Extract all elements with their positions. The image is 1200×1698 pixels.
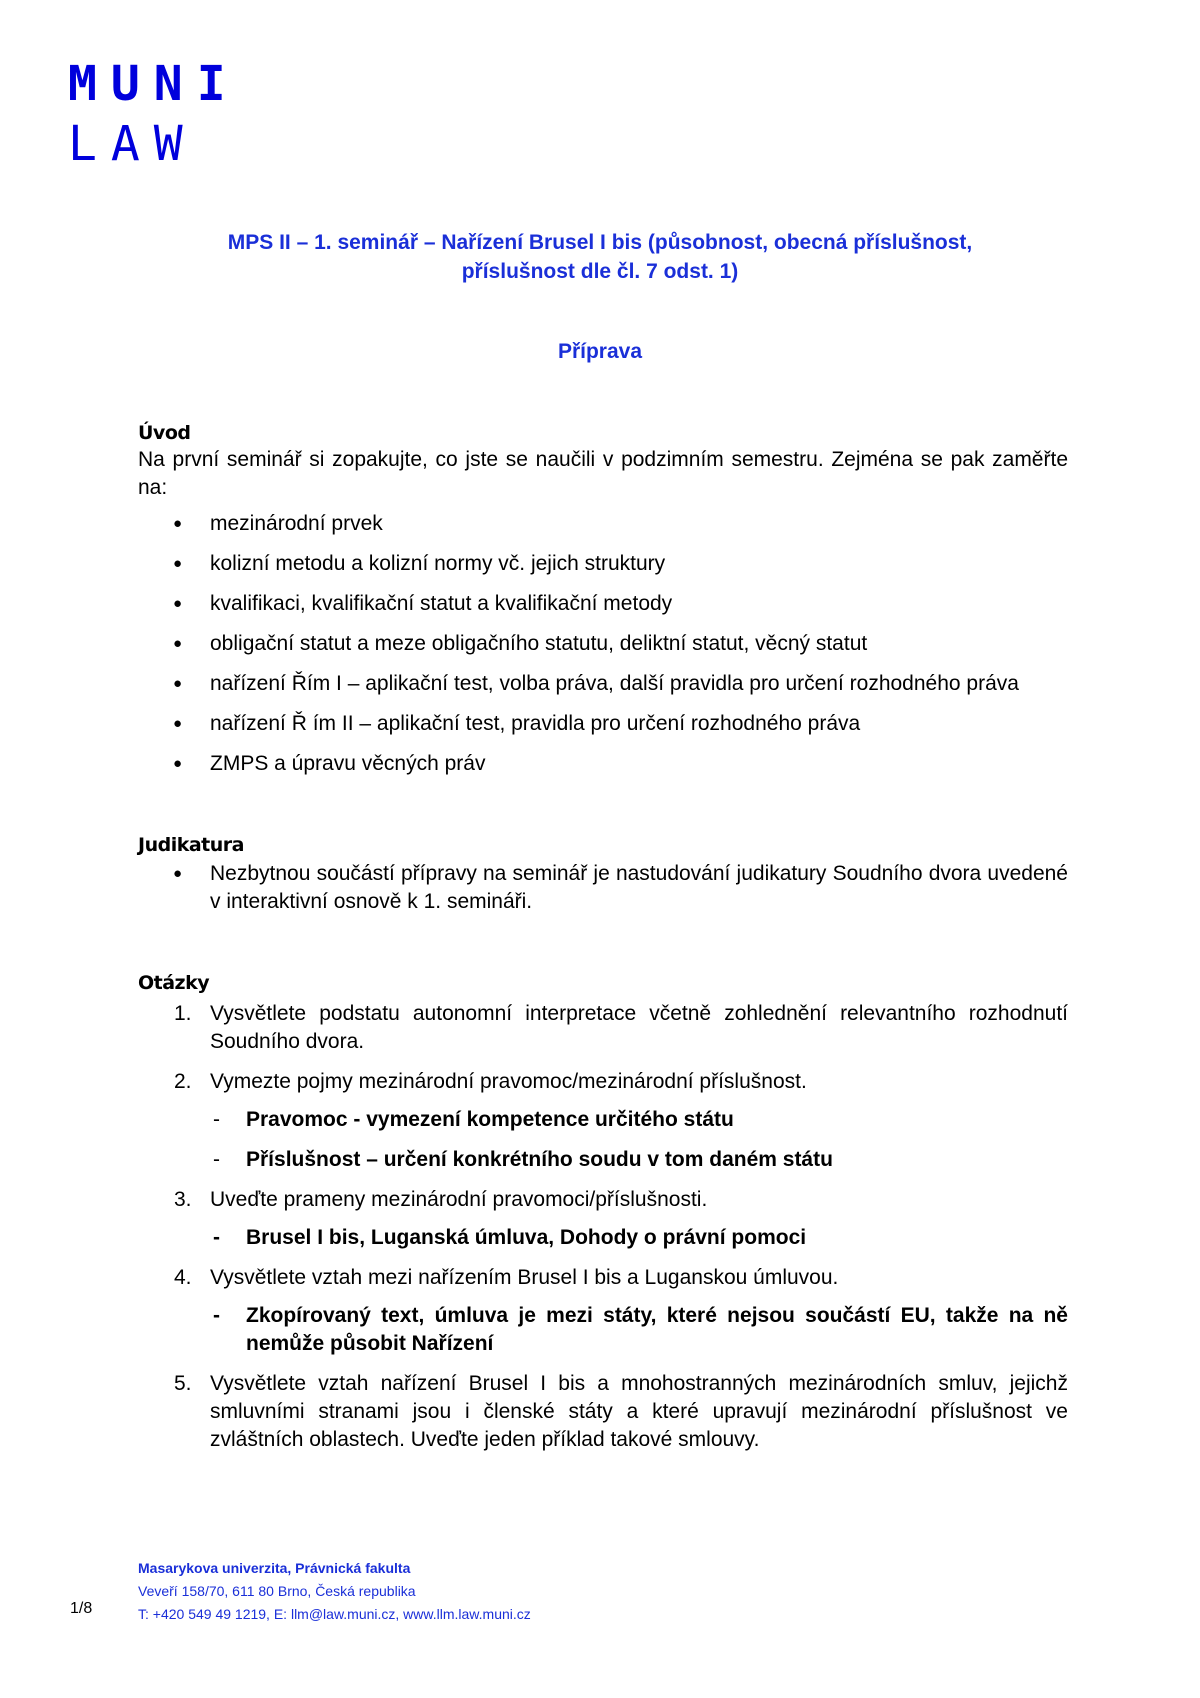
- list-item: ● kvalifikaci, kvalifikační statut a kvalifikační metody: [138, 590, 1068, 618]
- question-text: Vysvětlete vztah nařízení Brusel I bis a mnohostranných mezinárodních smluv, jejichž smluvními stranami jsou i členské státy a které upravují mezinárodní příslušnost ve zvláštních oblastech. Uveďte jeden příklad takové smlouvy.: [210, 1372, 1068, 1451]
- question-item: [138, 1186, 1068, 1252]
- question-number: 4.: [174, 1266, 192, 1289]
- logo-muni: MUNI: [68, 56, 240, 112]
- document-body: [138, 420, 1068, 1466]
- question-item: [138, 1264, 1068, 1358]
- answer-item: [138, 1106, 1068, 1134]
- dash: -: [213, 1304, 220, 1327]
- preparation-heading: Příprava: [557, 340, 643, 363]
- footer-university: Masarykova univerzita, Právnická fakulta: [138, 1560, 411, 1576]
- question-item: [138, 1370, 1068, 1454]
- question-number: 2.: [174, 1070, 192, 1093]
- questions-heading: Otázky: [138, 972, 210, 994]
- question-number: 5.: [174, 1372, 192, 1395]
- muni-law-logo: [68, 56, 240, 172]
- question-number: 1.: [174, 1002, 192, 1025]
- list-item: ● nařízení Řím I – aplikační test, volba práva, další pravidla pro určení rozhodného práva: [138, 670, 1068, 698]
- answer-item: [138, 1302, 1068, 1358]
- intro-heading: Úvod: [138, 422, 191, 444]
- question-item: [138, 1000, 1068, 1056]
- answer-text: Pravomoc - vymezení kompetence určitého státu: [246, 1108, 734, 1131]
- question-item: [138, 1068, 1068, 1174]
- answer-text: Příslušnost – určení konkrétního soudu v tom daném státu: [246, 1148, 833, 1171]
- questions-list: [138, 1000, 1068, 1454]
- list-item: ● obligační statut a meze obligačního statutu, deliktní statut, věcný statut: [138, 630, 1068, 658]
- answer-list: [210, 1302, 1068, 1358]
- title-line-2: příslušnost dle čl. 7 odst. 1): [461, 260, 739, 283]
- list-item: ● nařízení Ř ím II – aplikační test, pravidla pro určení rozhodného práva: [138, 710, 1068, 738]
- footer: [138, 1557, 531, 1626]
- list-item: ● ZMPS a úpravu věcných práv: [138, 750, 1068, 778]
- dash: -: [213, 1108, 220, 1131]
- footer-contact[interactable]: T: +420 549 49 1219, E: llm@law.muni.cz, www.llm.law.muni.cz: [138, 1606, 531, 1622]
- dash: -: [213, 1148, 220, 1171]
- question-text: Vymezte pojmy mezinárodní pravomoc/mezinárodní příslušnost.: [210, 1070, 807, 1093]
- list-item: ● mezinárodní prvek: [138, 510, 1068, 538]
- answer-item: [138, 1224, 1068, 1252]
- question-text: Vysvětlete podstatu autonomní interpretace včetně zohlednění relevantního rozhodnutí Soudního dvora.: [210, 1002, 1068, 1053]
- question-number: 3.: [174, 1188, 192, 1211]
- caselaw-heading: Judikatura: [138, 834, 244, 856]
- caselaw-list: [138, 860, 1068, 916]
- list-item: ● Nezbytnou součástí přípravy na seminář je nastudování judikatury Soudního dvora uvedené v interaktivní osnově k 1. semináři.: [138, 860, 1068, 916]
- question-text: Vysvětlete vztah mezi nařízením Brusel I bis a Luganskou úmluvou.: [210, 1266, 839, 1289]
- document-title: [0, 228, 1200, 286]
- list-item: ● kolizní metodu a kolizní normy vč. jejich struktury: [138, 550, 1068, 578]
- answer-list: [210, 1224, 1068, 1252]
- answer-text: Zkopírovaný text, úmluva je mezi státy, které nejsou součástí EU, takže na ně nemůže působit Nařízení: [246, 1304, 1068, 1355]
- dash: -: [213, 1226, 220, 1249]
- answer-text: Brusel I bis, Luganská úmluva, Dohody o právní pomoci: [246, 1226, 807, 1249]
- title-line-1: MPS II – 1. seminář – Nařízení Brusel I bis (působnost, obecná příslušnost,: [227, 231, 973, 254]
- intro-text: Na první seminář si zopakujte, co jste se naučili v podzimním semestru. Zejména se pak zaměřte na:: [138, 448, 1068, 499]
- page-number: 1/8: [70, 1600, 93, 1617]
- question-text: Uveďte prameny mezinárodní pravomoci/příslušnosti.: [210, 1188, 708, 1211]
- logo-law: LAW: [68, 116, 197, 172]
- intro-list: [138, 510, 1068, 778]
- answer-item: [138, 1146, 1068, 1174]
- answer-list: [210, 1106, 1068, 1174]
- footer-address: Veveří 158/70, 611 80 Brno, Česká republika: [138, 1583, 416, 1599]
